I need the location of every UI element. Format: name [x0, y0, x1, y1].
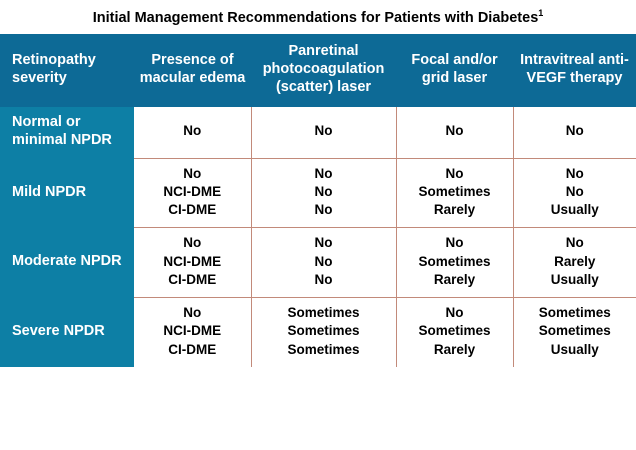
cell-line: Rarely [433, 271, 476, 287]
cell-line: No [565, 235, 584, 251]
row-header-severity: Normal or minimal NPDR [0, 107, 134, 159]
cell-line: Rarely [433, 202, 476, 218]
cell-line: NCI-DME [163, 253, 222, 269]
cell-focal-grid-laser [396, 298, 513, 367]
row-header-severity: Mild NPDR [0, 158, 134, 228]
cell-anti-vegf [513, 107, 636, 159]
page-title-text: Initial Management Recommendations for Patients with Diabetes [92, 9, 539, 26]
cell-line: No [445, 305, 464, 321]
cell-line: No [445, 165, 464, 181]
cell-anti-vegf [513, 298, 636, 367]
cell-macular-edema [134, 228, 251, 298]
cell-focal-grid-laser [396, 158, 513, 228]
title-footnote-marker: 1 [538, 8, 544, 18]
row-header-severity: Moderate NPDR [0, 228, 134, 298]
cell-focal-grid-laser [396, 228, 513, 298]
cell-focal-grid-laser [396, 107, 513, 159]
cell-line: No [445, 235, 464, 251]
column-header-severity: Retinopathy severity [0, 34, 134, 106]
cell-prp-laser [251, 228, 396, 298]
cell-line: No [183, 123, 202, 139]
cell-line: Sometimes [418, 323, 491, 339]
cell-prp-laser [251, 158, 396, 228]
cell-anti-vegf [513, 228, 636, 298]
cell-line: No [314, 253, 333, 269]
cell-line: No [314, 271, 333, 287]
cell-line: Sometimes [287, 305, 360, 321]
table-row [0, 298, 636, 367]
cell-line: Sometimes [418, 253, 491, 269]
cell-line: Usually [550, 202, 599, 218]
cell-line: No [314, 165, 333, 181]
cell-line: No [183, 305, 202, 321]
cell-line: Sometimes [287, 341, 360, 357]
cell-line: No [565, 165, 584, 181]
cell-prp-laser [251, 107, 396, 159]
column-header-anti-vegf: Intravitreal anti-VEGF therapy [513, 34, 636, 106]
cell-line: Rarely [433, 341, 476, 357]
column-header-prp-laser: Panretinal photocoagulation (scatter) laser [251, 34, 396, 106]
cell-anti-vegf [513, 158, 636, 228]
cell-line: Usually [550, 341, 599, 357]
column-header-focal-grid-laser: Focal and/or grid laser [396, 34, 513, 106]
cell-line: No [445, 123, 464, 139]
table-row [0, 228, 636, 298]
cell-line: No [314, 184, 333, 199]
cell-line: Usually [550, 271, 599, 287]
cell-line: No [183, 165, 202, 181]
table-row [0, 107, 636, 159]
cell-macular-edema [134, 298, 251, 367]
cell-line: No [314, 235, 333, 251]
table-row [0, 158, 636, 228]
cell-line: CI-DME [168, 341, 217, 357]
cell-line: NCI-DME [163, 323, 222, 339]
cell-line: Sometimes [538, 323, 611, 339]
cell-macular-edema [134, 158, 251, 228]
cell-line: Sometimes [287, 323, 360, 339]
cell-line: No [565, 123, 584, 139]
cell-line: Sometimes [418, 184, 491, 199]
cell-line: No [565, 184, 584, 199]
cell-prp-laser [251, 298, 396, 367]
cell-line: CI-DME [168, 271, 217, 287]
table-header-row [0, 34, 636, 106]
cell-line: Sometimes [538, 305, 611, 321]
cell-line: NCI-DME [163, 184, 222, 199]
cell-line: No [314, 202, 333, 218]
column-header-macular-edema: Presence of macular edema [134, 34, 251, 106]
cell-line: No [314, 123, 333, 139]
recommendations-table [0, 34, 636, 367]
cell-line: CI-DME [168, 202, 217, 218]
cell-line: No [183, 235, 202, 251]
cell-line: Rarely [554, 253, 596, 269]
cell-macular-edema [134, 107, 251, 159]
page-title [0, 0, 636, 34]
row-header-severity: Severe NPDR [0, 298, 134, 367]
